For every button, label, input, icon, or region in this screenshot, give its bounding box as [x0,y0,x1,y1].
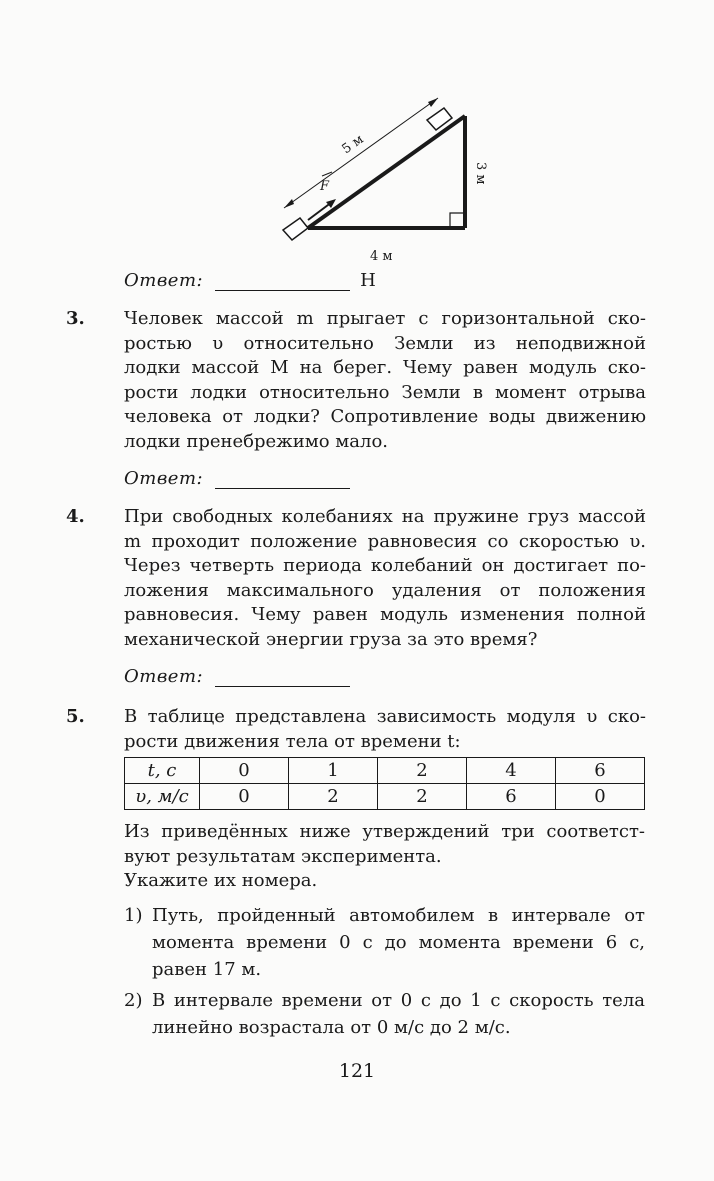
option-number: 1) [124,905,143,926]
instructions [124,820,645,894]
answer-row-2 [124,270,376,291]
answer-word: Ответ: [124,270,204,291]
option-line: равен 17 м. [152,959,262,980]
inclined-plane-diagram [270,80,510,275]
block-bottom [283,218,308,240]
problem-line: В таблице представлена зависимость модуля υ ско- [124,706,646,727]
problem-line: Через четверть периода колебаний он достигает по- [124,555,646,577]
table-cell: 0 [200,758,289,784]
problem-text [124,307,646,455]
problem-line: ложения максимального удаления от положения [124,579,646,601]
answer-word: Ответ: [124,666,204,687]
problem-line: равновесия. Чему равен модуль изменения полной [124,604,646,626]
problem-line: При свободных колебаниях на пружине груз массой [124,506,646,527]
answer-row-4 [124,666,350,687]
table-header-cell: υ, м/с [125,784,200,810]
option-text [152,987,645,1041]
problem-line: рости лодки относительно Земли в момент отрыва [124,381,646,403]
answer-row-3 [124,468,350,489]
hyp-label: 5 м [339,131,367,158]
answer-blank[interactable] [215,470,350,489]
table-cell: 4 [467,758,556,784]
instruction-line: Укажите их номера. [124,870,318,892]
page-number: 121 [338,1060,376,1082]
problem-text [124,705,646,754]
table-cell: 2 [378,784,467,810]
force-label: F [320,179,330,194]
inclined-plane-svg [270,80,510,275]
vertical-label: 3 м [473,162,488,185]
table-cell: 2 [378,758,467,784]
table-cell: 6 [556,758,645,784]
problem-4 [66,505,646,653]
problem-line: человека от лодки? Сопротивление воды движению [124,406,646,428]
problem-number: 3. [66,308,85,329]
problem-5 [66,705,646,754]
table-cell: 0 [200,784,289,810]
answer-blank[interactable] [215,668,350,687]
option-line: момента времени 0 с до момента времени 6 с, [152,932,645,953]
instruction-line: Из приведённых ниже утверждений три соответст- [124,821,645,842]
problem-line: лодки массой M на берег. Чему равен модуль ско- [124,357,646,379]
problem-line: механической энергии груза за это время? [124,628,538,650]
option-line: Путь, пройденный автомобилем в интервале от [152,905,645,926]
table-cell: 6 [467,784,556,810]
option-line: В интервале времени от 0 с до 1 с скорость тела [152,990,645,1011]
problem-number: 5. [66,706,85,727]
problem-3 [66,307,646,455]
problem-number: 4. [66,506,85,527]
option-2 [124,987,645,1041]
table-row-time [125,758,645,784]
table-cell: 2 [289,784,378,810]
right-angle-mark [450,213,465,228]
base-label: 4 м [370,249,393,264]
answer-unit: Н [360,270,376,291]
option-text [152,902,645,983]
instruction-line: вуют результатам эксперимента. [124,845,442,867]
table-row-velocity [125,784,645,810]
table-cell: 1 [289,758,378,784]
table-header-cell: t, с [125,758,200,784]
hyp-dim-arrow-left [284,199,294,208]
problem-line: ростью υ относительно Земли из неподвижной [124,332,646,354]
hyp-dim-arrow-right [428,98,438,107]
problem-line: m проходит положение равновесия со скоростью υ. [124,530,646,552]
option-1 [124,902,645,983]
option-line: линейно возрастала от 0 м/с до 2 м/с. [152,1017,511,1038]
problem-line: рости движения тела от времени t: [124,730,461,752]
problem-line: лодки пренебрежимо мало. [124,430,388,452]
table-cell: 0 [556,784,645,810]
problem-line: Человек массой m прыгает с горизонтальной ско- [124,308,646,329]
problem-text [124,505,646,653]
velocity-time-table [124,757,645,810]
option-number: 2) [124,990,143,1011]
answer-blank[interactable] [215,272,350,291]
answer-word: Ответ: [124,468,204,489]
